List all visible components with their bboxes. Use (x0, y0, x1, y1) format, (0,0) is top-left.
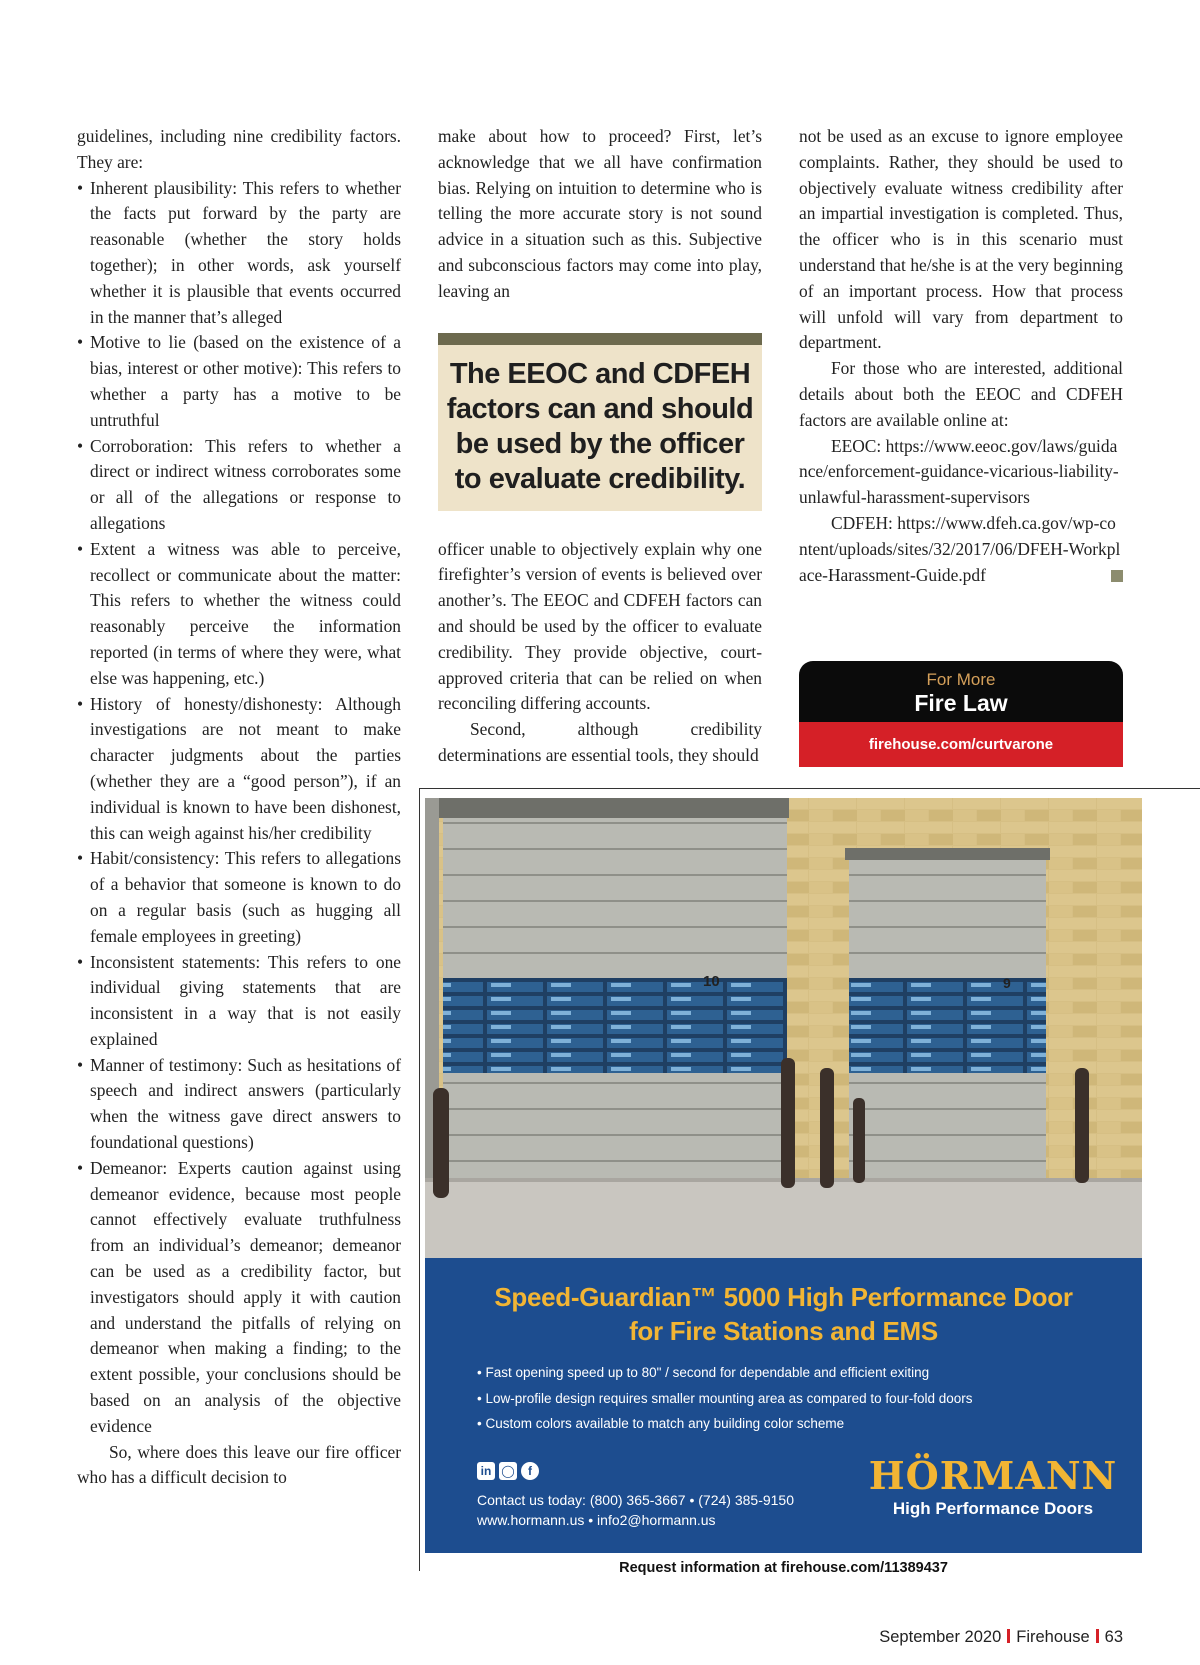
list-item: • Habit/consistency: This refers to allegations of a behavior that someone is known to do on a regular basis (such as hugging all female employees in greeting) (77, 846, 401, 949)
ad-panel (425, 1258, 1142, 1553)
paragraph: not be used as an excuse to ignore employee complaints. Rather, they should be used to objectively evaluate witness credibility after an impartial investigation is completed. Thus, the officer who is in this scenario must understand that he/she is at the very beginning of an important process. How that process will unfold will vary from department to department. (799, 126, 1123, 353)
for-more-box[interactable] (799, 661, 1123, 767)
paragraph: Second, although credibility determinations are essential tools, they should (438, 719, 762, 765)
paragraph: officer unable to objectively explain why one firefighter’s version of events is believed over another’s. The EEOC and CDFEH factors can and should be used by the officer to evaluate credibility. They provide objective, court-approved criteria that can be relied on when reconciling differing accounts. (438, 538, 762, 714)
for-more-label: For More (926, 670, 996, 689)
list-item: • Inherent plausibility: This refers to whether the facts put forward by the party are reasonable (whether the story holds together); in other words, ask yourself whether it is plausible that events occurred in the manner that’s alleged (77, 176, 401, 331)
list-item: • Low-profile design requires smaller mounting area as compared to four-fold doors (477, 1386, 972, 1412)
ad-contact (477, 1490, 794, 1530)
cdfeh-link[interactable]: https://www.dfeh.ca.gov/wp-content/uploads/sites/32/2017/06/DFEH-Workplace-Harassment-Guide.pdf (799, 512, 1121, 585)
magazine-name: Firehouse (1016, 1628, 1090, 1646)
ad-headline-line-2: for Fire Stations and EMS (629, 1316, 938, 1346)
ad-frame-left-rule (419, 788, 420, 1571)
list-item: • Custom colors available to match any building color scheme (477, 1411, 972, 1437)
credibility-factors-list (77, 176, 401, 1440)
door-number-10: 10 (703, 973, 720, 990)
list-item: • Demeanor: Experts caution against using demeanor evidence, because most people cannot effectively evaluate truthfulness from an individual’s demeanor; demeanor can be used as a credibility factor, but investigators should apply it with caution and understand the pitfalls of relying on demeanor when making a finding; to the extent possible, your conclusions should be based on an analysis of the objective evidence (77, 1156, 401, 1440)
paragraph: For those who are interested, additional details about both the EEOC and CDFEH factors are available online at: (799, 358, 1123, 430)
pull-quote-text: The EEOC and CDFEH factors can and should be used by the officer to evaluate credibility. (446, 357, 754, 495)
brand-name: HÖRMANN (868, 1453, 1118, 1498)
list-item: • Extent a witness was able to perceive, recollect or communicate about the matter: This refers to whether the witness could reasonably perceive the information reported (in terms of where they were, what else was happening, etc.) (77, 537, 401, 692)
paragraph: make about how to proceed? First, let’s acknowledge that we all have confirmation bias. Relying on intuition to determine who is telling the more accurate story is not sound advice in a situation such as this. Subjective and subconscious factors may come into play, leaving an (438, 126, 762, 301)
fire-station-illustration (425, 798, 1142, 1258)
social-icons (477, 1462, 539, 1480)
cdfeh-reference (799, 511, 1123, 588)
list-item: • Inconsistent statements: This refers to one individual giving statements that are inconsistent in a way that is not easily explained (77, 950, 401, 1053)
page-footer (879, 1628, 1123, 1647)
linkedin-icon[interactable]: in (477, 1462, 495, 1480)
closing-paragraph: So, where does this leave our fire officer who has a difficult decision to (77, 1441, 401, 1488)
cdfeh-label: CDFEH: (831, 512, 893, 533)
ad-frame-top-rule (419, 788, 1200, 789)
pull-quote (438, 333, 762, 511)
footer-separator (1007, 1629, 1010, 1643)
ad-headline (425, 1280, 1142, 1348)
issue-date: September 2020 (879, 1628, 1002, 1646)
footer-separator (1096, 1629, 1099, 1643)
hormann-logo (868, 1454, 1118, 1520)
list-item: • Corroboration: This refers to whether a direct or indirect witness corroborates some or all of the allegations or response to allegations (77, 434, 401, 537)
brand-tagline: High Performance Doors (892, 1499, 1094, 1518)
ad-contact-phone[interactable]: Contact us today: (800) 365-3667 • (724) 385-9150 (477, 1492, 794, 1508)
page-number: 63 (1104, 1628, 1123, 1646)
for-more-header (799, 661, 1123, 722)
instagram-icon[interactable]: ◯ (499, 1462, 517, 1480)
eeoc-label: EEOC: (831, 435, 882, 456)
for-more-link[interactable]: firehouse.com/curtvarone (799, 722, 1123, 767)
article-column-1 (77, 124, 401, 1491)
ad-feature-list (477, 1360, 972, 1437)
ad-request-info[interactable]: Request information at firehouse.com/11389437 (619, 1560, 948, 1576)
eeoc-reference (799, 434, 1123, 511)
factors-intro: guidelines, including nine credibility factors. They are: (77, 126, 401, 172)
for-more-title: Fire Law (914, 690, 1008, 716)
facebook-icon[interactable]: f (521, 1462, 539, 1480)
door-number-9: 9 (1003, 975, 1011, 991)
ad-headline-line-1: Speed-Guardian™ 5000 High Performance Door (494, 1282, 1073, 1312)
list-item: • Manner of testimony: Such as hesitations of speech and indirect answers (particularly when the witness gave direct answers to foundational questions) (77, 1053, 401, 1156)
list-item: • History of honesty/dishonesty: Although investigations are not meant to make character judgments about the parties (whether they are a “good person”), if an individual is known to have been dishonest, this can weigh against his/her credibility (77, 692, 401, 847)
ad-contact-web[interactable]: www.hormann.us • info2@hormann.us (477, 1512, 716, 1528)
end-of-article-mark (1111, 570, 1123, 582)
article-column-2 (438, 124, 762, 769)
list-item: • Motive to lie (based on the existence of a bias, interest or other motive): This refers to whether a party has a motive to be untruthful (77, 330, 401, 433)
eeoc-link[interactable]: https://www.eeoc.gov/laws/guidance/enforcement-guidance-vicarious-liability-unlawful-harassment-supervisors (799, 435, 1119, 508)
ad-photo-fire-station-doors (425, 798, 1142, 1258)
article-column-3 (799, 124, 1123, 588)
list-item: • Fast opening speed up to 80" / second for dependable and efficient exiting (477, 1360, 972, 1386)
